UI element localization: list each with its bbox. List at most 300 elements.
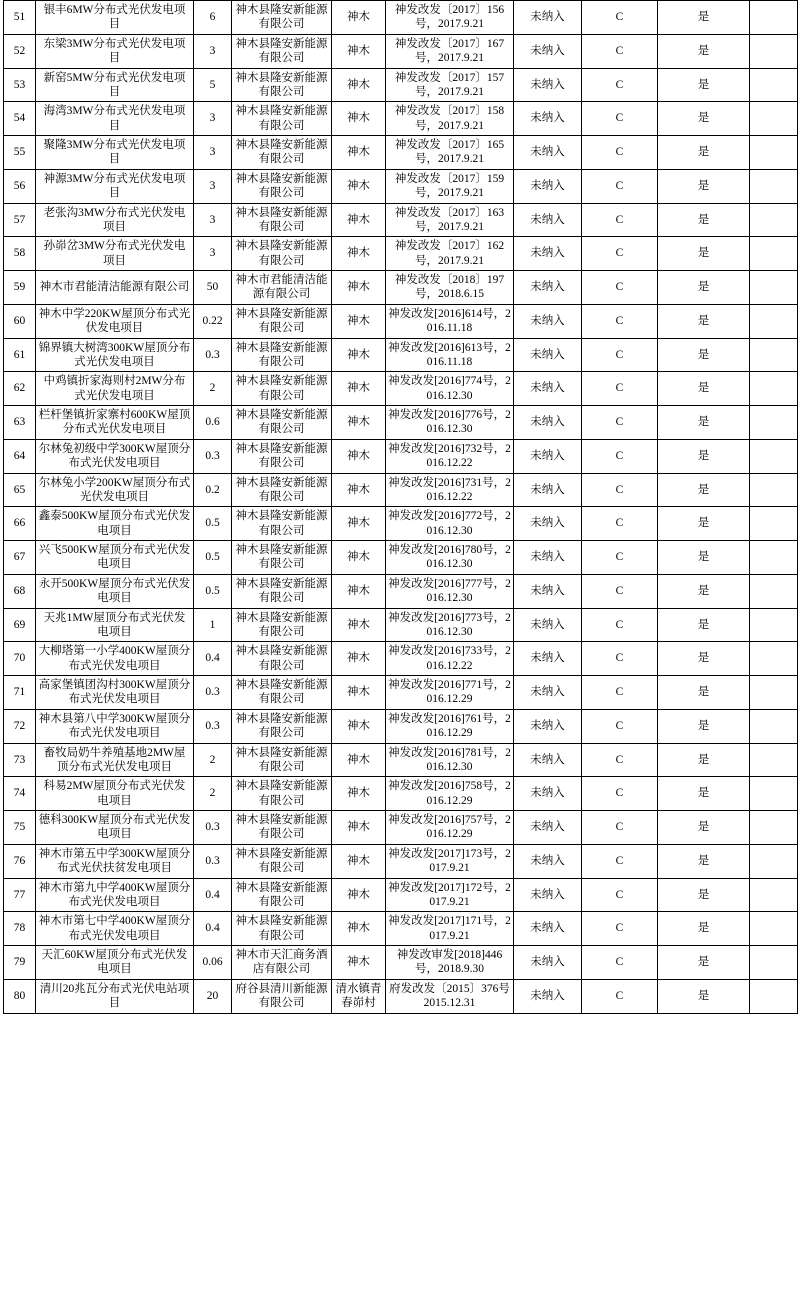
location: 神木	[332, 102, 386, 136]
location: 神木	[332, 946, 386, 980]
document-number: 神发改发[2017]172号，2017.9.21	[386, 878, 514, 912]
row-index: 52	[4, 34, 36, 68]
company-name: 神木县隆安新能源有限公司	[232, 372, 332, 406]
capacity: 0.2	[194, 473, 232, 507]
location: 神木	[332, 169, 386, 203]
grid-connected: 是	[658, 372, 750, 406]
grid-connected: 是	[658, 473, 750, 507]
grid-connected: 是	[658, 304, 750, 338]
record-status: 未纳入	[514, 34, 582, 68]
grid-connected: 是	[658, 34, 750, 68]
row-index: 54	[4, 102, 36, 136]
row-index: 51	[4, 1, 36, 35]
project-name: 海湾3MW分布式光伏发电项目	[36, 102, 194, 136]
row-index: 57	[4, 203, 36, 237]
document-number: 神发改发[2016]758号，2016.12.29	[386, 777, 514, 811]
capacity: 0.3	[194, 709, 232, 743]
capacity: 3	[194, 34, 232, 68]
capacity: 0.3	[194, 676, 232, 710]
location: 神木	[332, 34, 386, 68]
remark	[750, 878, 798, 912]
row-index: 60	[4, 304, 36, 338]
remark	[750, 979, 798, 1013]
remark	[750, 406, 798, 440]
table-row	[4, 169, 798, 203]
location: 神木	[332, 473, 386, 507]
capacity: 3	[194, 203, 232, 237]
capacity: 0.4	[194, 912, 232, 946]
grade: C	[582, 979, 658, 1013]
location: 神木	[332, 709, 386, 743]
row-index: 58	[4, 237, 36, 271]
table-row	[4, 68, 798, 102]
company-name: 神木县隆安新能源有限公司	[232, 102, 332, 136]
document-number: 神发改发[2016]761号，2016.12.29	[386, 709, 514, 743]
table-row	[4, 237, 798, 271]
capacity: 5	[194, 68, 232, 102]
remark	[750, 642, 798, 676]
project-name: 科易2MW屋顶分布式光伏发电项目	[36, 777, 194, 811]
table-row	[4, 676, 798, 710]
record-status: 未纳入	[514, 136, 582, 170]
company-name: 神木县隆安新能源有限公司	[232, 237, 332, 271]
document-number: 神发改发[2016]781号，2016.12.30	[386, 743, 514, 777]
record-status: 未纳入	[514, 709, 582, 743]
remark	[750, 237, 798, 271]
row-index: 73	[4, 743, 36, 777]
row-index: 64	[4, 439, 36, 473]
grid-connected: 是	[658, 676, 750, 710]
remark	[750, 169, 798, 203]
remark	[750, 136, 798, 170]
table-body	[4, 1, 798, 1014]
table-row	[4, 878, 798, 912]
capacity: 0.6	[194, 406, 232, 440]
location: 神木	[332, 68, 386, 102]
grade: C	[582, 777, 658, 811]
grid-connected: 是	[658, 946, 750, 980]
grade: C	[582, 406, 658, 440]
company-name: 神木县隆安新能源有限公司	[232, 1, 332, 35]
location: 神木	[332, 878, 386, 912]
company-name: 神木县隆安新能源有限公司	[232, 304, 332, 338]
project-name: 神木市君能清洁能源有限公司	[36, 271, 194, 305]
remark	[750, 1, 798, 35]
document-number: 神发改发[2016]776号，2016.12.30	[386, 406, 514, 440]
grade: C	[582, 946, 658, 980]
table-row	[4, 743, 798, 777]
grade: C	[582, 541, 658, 575]
company-name: 神木县隆安新能源有限公司	[232, 541, 332, 575]
grid-connected: 是	[658, 709, 750, 743]
document-number: 神发改发[2017]171号，2017.9.21	[386, 912, 514, 946]
record-status: 未纳入	[514, 68, 582, 102]
location: 神木	[332, 271, 386, 305]
capacity: 3	[194, 102, 232, 136]
project-name: 中鸡镇折家海则村2MW分布式光伏发电项目	[36, 372, 194, 406]
capacity: 0.06	[194, 946, 232, 980]
document-number: 神发改发〔2017〕156号，2017.9.21	[386, 1, 514, 35]
company-name: 神木县隆安新能源有限公司	[232, 68, 332, 102]
location: 神木	[332, 912, 386, 946]
row-index: 62	[4, 372, 36, 406]
row-index: 67	[4, 541, 36, 575]
project-name: 神源3MW分布式光伏发电项目	[36, 169, 194, 203]
company-name: 神木县隆安新能源有限公司	[232, 439, 332, 473]
remark	[750, 439, 798, 473]
project-name: 天汇60KW屋顶分布式光伏发电项目	[36, 946, 194, 980]
capacity: 0.4	[194, 642, 232, 676]
row-index: 61	[4, 338, 36, 372]
capacity: 20	[194, 979, 232, 1013]
company-name: 府谷县清川新能源有限公司	[232, 979, 332, 1013]
company-name: 神木县隆安新能源有限公司	[232, 878, 332, 912]
grade: C	[582, 878, 658, 912]
row-index: 78	[4, 912, 36, 946]
company-name: 神木县隆安新能源有限公司	[232, 709, 332, 743]
row-index: 80	[4, 979, 36, 1013]
record-status: 未纳入	[514, 541, 582, 575]
remark	[750, 541, 798, 575]
company-name: 神木县隆安新能源有限公司	[232, 406, 332, 440]
table-row	[4, 372, 798, 406]
remark	[750, 507, 798, 541]
document-number: 神发改发〔2017〕162号，2017.9.21	[386, 237, 514, 271]
location: 神木	[332, 237, 386, 271]
capacity: 3	[194, 237, 232, 271]
company-name: 神木县隆安新能源有限公司	[232, 338, 332, 372]
grid-connected: 是	[658, 912, 750, 946]
row-index: 56	[4, 169, 36, 203]
document-number: 神发改发[2016]614号，2016.11.18	[386, 304, 514, 338]
grid-connected: 是	[658, 878, 750, 912]
grade: C	[582, 136, 658, 170]
record-status: 未纳入	[514, 271, 582, 305]
remark	[750, 709, 798, 743]
capacity: 3	[194, 169, 232, 203]
grade: C	[582, 169, 658, 203]
table-row	[4, 608, 798, 642]
remark	[750, 304, 798, 338]
project-name: 天兆1MW屋顶分布式光伏发电项目	[36, 608, 194, 642]
remark	[750, 743, 798, 777]
company-name: 神木县隆安新能源有限公司	[232, 203, 332, 237]
capacity: 50	[194, 271, 232, 305]
capacity: 0.22	[194, 304, 232, 338]
location: 神木	[332, 507, 386, 541]
location: 神木	[332, 304, 386, 338]
grid-connected: 是	[658, 507, 750, 541]
document-number: 神发改发〔2017〕167号，2017.9.21	[386, 34, 514, 68]
project-name: 德科300KW屋顶分布式光伏发电项目	[36, 811, 194, 845]
grade: C	[582, 372, 658, 406]
table-row	[4, 541, 798, 575]
record-status: 未纳入	[514, 439, 582, 473]
capacity: 0.5	[194, 541, 232, 575]
capacity: 6	[194, 1, 232, 35]
capacity: 1	[194, 608, 232, 642]
grade: C	[582, 68, 658, 102]
document-number: 神发改发[2016]773号，2016.12.30	[386, 608, 514, 642]
location: 神木	[332, 541, 386, 575]
row-index: 77	[4, 878, 36, 912]
grade: C	[582, 844, 658, 878]
remark	[750, 372, 798, 406]
document-number: 神发改发〔2018〕197号，2018.6.15	[386, 271, 514, 305]
capacity: 0.3	[194, 811, 232, 845]
record-status: 未纳入	[514, 237, 582, 271]
row-index: 71	[4, 676, 36, 710]
location: 清水镇青春峁村	[332, 979, 386, 1013]
table-row	[4, 946, 798, 980]
company-name: 神木县隆安新能源有限公司	[232, 473, 332, 507]
record-status: 未纳入	[514, 507, 582, 541]
grade: C	[582, 338, 658, 372]
row-index: 70	[4, 642, 36, 676]
grade: C	[582, 271, 658, 305]
project-name: 清川20兆瓦分布式光伏电站项目	[36, 979, 194, 1013]
company-name: 神木县隆安新能源有限公司	[232, 844, 332, 878]
row-index: 74	[4, 777, 36, 811]
record-status: 未纳入	[514, 642, 582, 676]
remark	[750, 912, 798, 946]
row-index: 76	[4, 844, 36, 878]
grade: C	[582, 102, 658, 136]
table-row	[4, 203, 798, 237]
grade: C	[582, 709, 658, 743]
remark	[750, 102, 798, 136]
remark	[750, 473, 798, 507]
grade: C	[582, 439, 658, 473]
grade: C	[582, 203, 658, 237]
row-index: 68	[4, 574, 36, 608]
location: 神木	[332, 642, 386, 676]
location: 神木	[332, 1, 386, 35]
location: 神木	[332, 777, 386, 811]
row-index: 65	[4, 473, 36, 507]
document-number: 神发改发[2016]733号，2016.12.22	[386, 642, 514, 676]
grid-connected: 是	[658, 271, 750, 305]
document-number: 府发改发〔2015〕376号2015.12.31	[386, 979, 514, 1013]
grade: C	[582, 811, 658, 845]
grade: C	[582, 642, 658, 676]
table-row	[4, 34, 798, 68]
document-number: 神发改发〔2017〕158号，2017.9.21	[386, 102, 514, 136]
grid-connected: 是	[658, 642, 750, 676]
capacity: 2	[194, 743, 232, 777]
document-number: 神发改发[2016]771号，2016.12.29	[386, 676, 514, 710]
record-status: 未纳入	[514, 676, 582, 710]
table-row	[4, 777, 798, 811]
capacity: 2	[194, 372, 232, 406]
document-number: 神发改发[2016]780号，2016.12.30	[386, 541, 514, 575]
grid-connected: 是	[658, 406, 750, 440]
remark	[750, 844, 798, 878]
grid-connected: 是	[658, 743, 750, 777]
table-row	[4, 642, 798, 676]
grid-connected: 是	[658, 777, 750, 811]
grid-connected: 是	[658, 237, 750, 271]
document-number: 神发改发[2016]757号，2016.12.29	[386, 811, 514, 845]
location: 神木	[332, 811, 386, 845]
table-row	[4, 136, 798, 170]
grade: C	[582, 34, 658, 68]
remark	[750, 574, 798, 608]
record-status: 未纳入	[514, 1, 582, 35]
capacity: 0.5	[194, 574, 232, 608]
grid-connected: 是	[658, 102, 750, 136]
table-row	[4, 979, 798, 1013]
company-name: 神木县隆安新能源有限公司	[232, 811, 332, 845]
project-name: 新窑5MW分布式光伏发电项目	[36, 68, 194, 102]
grid-connected: 是	[658, 979, 750, 1013]
record-status: 未纳入	[514, 878, 582, 912]
project-name: 聚隆3MW分布式光伏发电项目	[36, 136, 194, 170]
record-status: 未纳入	[514, 102, 582, 136]
remark	[750, 946, 798, 980]
company-name: 神木县隆安新能源有限公司	[232, 34, 332, 68]
row-index: 75	[4, 811, 36, 845]
location: 神木	[332, 844, 386, 878]
row-index: 63	[4, 406, 36, 440]
remark	[750, 203, 798, 237]
location: 神木	[332, 338, 386, 372]
row-index: 69	[4, 608, 36, 642]
capacity: 2	[194, 777, 232, 811]
capacity: 0.3	[194, 844, 232, 878]
company-name: 神木市天汇商务酒店有限公司	[232, 946, 332, 980]
grade: C	[582, 574, 658, 608]
record-status: 未纳入	[514, 304, 582, 338]
capacity: 0.4	[194, 878, 232, 912]
record-status: 未纳入	[514, 608, 582, 642]
table-row	[4, 811, 798, 845]
table-row	[4, 507, 798, 541]
remark	[750, 34, 798, 68]
remark	[750, 271, 798, 305]
project-name: 孙峁岔3MW分布式光伏发电项目	[36, 237, 194, 271]
capacity: 3	[194, 136, 232, 170]
project-name: 银丰6MW分布式光伏发电项目	[36, 1, 194, 35]
document-number: 神发改发[2017]173号，2017.9.21	[386, 844, 514, 878]
grid-connected: 是	[658, 541, 750, 575]
company-name: 神木县隆安新能源有限公司	[232, 136, 332, 170]
remark	[750, 68, 798, 102]
table-row	[4, 844, 798, 878]
company-name: 神木县隆安新能源有限公司	[232, 169, 332, 203]
table-row	[4, 304, 798, 338]
record-status: 未纳入	[514, 574, 582, 608]
record-status: 未纳入	[514, 946, 582, 980]
grid-connected: 是	[658, 338, 750, 372]
document-number: 神发改发〔2017〕163号，2017.9.21	[386, 203, 514, 237]
grade: C	[582, 676, 658, 710]
project-name: 神木市第七中学400KW屋顶分布式光伏发电项目	[36, 912, 194, 946]
company-name: 神木县隆安新能源有限公司	[232, 777, 332, 811]
record-status: 未纳入	[514, 473, 582, 507]
grade: C	[582, 507, 658, 541]
document-number: 神发改审发[2018]446号，2018.9.30	[386, 946, 514, 980]
project-name: 神木县第八中学300KW屋顶分布式光伏发电项目	[36, 709, 194, 743]
grid-connected: 是	[658, 169, 750, 203]
location: 神木	[332, 743, 386, 777]
remark	[750, 338, 798, 372]
project-name: 栏杆堡镇折家寨村600KW屋顶分布式光伏发电项目	[36, 406, 194, 440]
record-status: 未纳入	[514, 169, 582, 203]
project-name: 尔林兔初级中学300KW屋顶分布式光伏发电项目	[36, 439, 194, 473]
grid-connected: 是	[658, 608, 750, 642]
row-index: 53	[4, 68, 36, 102]
grid-connected: 是	[658, 68, 750, 102]
table-row	[4, 338, 798, 372]
project-name: 大柳塔第一小学400KW屋顶分布式光伏发电项目	[36, 642, 194, 676]
location: 神木	[332, 203, 386, 237]
company-name: 神木市君能清洁能源有限公司	[232, 271, 332, 305]
row-index: 55	[4, 136, 36, 170]
project-name: 老张沟3MW分布式光伏发电项目	[36, 203, 194, 237]
document-number: 神发改发〔2017〕157号，2017.9.21	[386, 68, 514, 102]
remark	[750, 676, 798, 710]
table-row	[4, 574, 798, 608]
document-number: 神发改发[2016]731号，2016.12.22	[386, 473, 514, 507]
table-row	[4, 912, 798, 946]
document-number: 神发改发[2016]613号，2016.11.18	[386, 338, 514, 372]
location: 神木	[332, 608, 386, 642]
row-index: 59	[4, 271, 36, 305]
record-status: 未纳入	[514, 777, 582, 811]
remark	[750, 777, 798, 811]
company-name: 神木县隆安新能源有限公司	[232, 574, 332, 608]
grade: C	[582, 743, 658, 777]
remark	[750, 811, 798, 845]
grade: C	[582, 1, 658, 35]
grid-connected: 是	[658, 574, 750, 608]
row-index: 66	[4, 507, 36, 541]
table-row	[4, 102, 798, 136]
row-index: 72	[4, 709, 36, 743]
project-name: 神木中学220KW屋顶分布式光伏发电项目	[36, 304, 194, 338]
project-name: 锦界镇大树湾300KW屋顶分布式光伏发电项目	[36, 338, 194, 372]
grade: C	[582, 304, 658, 338]
company-name: 神木县隆安新能源有限公司	[232, 912, 332, 946]
record-status: 未纳入	[514, 811, 582, 845]
capacity: 0.3	[194, 439, 232, 473]
document-number: 神发改发〔2017〕165号，2017.9.21	[386, 136, 514, 170]
record-status: 未纳入	[514, 979, 582, 1013]
location: 神木	[332, 574, 386, 608]
project-name: 兴飞500KW屋顶分布式光伏发电项目	[36, 541, 194, 575]
grid-connected: 是	[658, 1, 750, 35]
record-status: 未纳入	[514, 338, 582, 372]
document-number: 神发改发[2016]777号，2016.12.30	[386, 574, 514, 608]
project-name: 永开500KW屋顶分布式光伏发电项目	[36, 574, 194, 608]
record-status: 未纳入	[514, 743, 582, 777]
table-row	[4, 439, 798, 473]
record-status: 未纳入	[514, 203, 582, 237]
project-name: 神木市第五中学300KW屋顶分布式光伏扶贫发电项目	[36, 844, 194, 878]
grade: C	[582, 608, 658, 642]
document-number: 神发改发〔2017〕159号，2017.9.21	[386, 169, 514, 203]
table-row	[4, 406, 798, 440]
grade: C	[582, 473, 658, 507]
company-name: 神木县隆安新能源有限公司	[232, 608, 332, 642]
project-name: 鑫泰500KW屋顶分布式光伏发电项目	[36, 507, 194, 541]
grade: C	[582, 237, 658, 271]
grid-connected: 是	[658, 439, 750, 473]
company-name: 神木县隆安新能源有限公司	[232, 642, 332, 676]
project-name: 畜牧局奶牛养殖基地2MW屋顶分布式光伏发电项目	[36, 743, 194, 777]
company-name: 神木县隆安新能源有限公司	[232, 507, 332, 541]
